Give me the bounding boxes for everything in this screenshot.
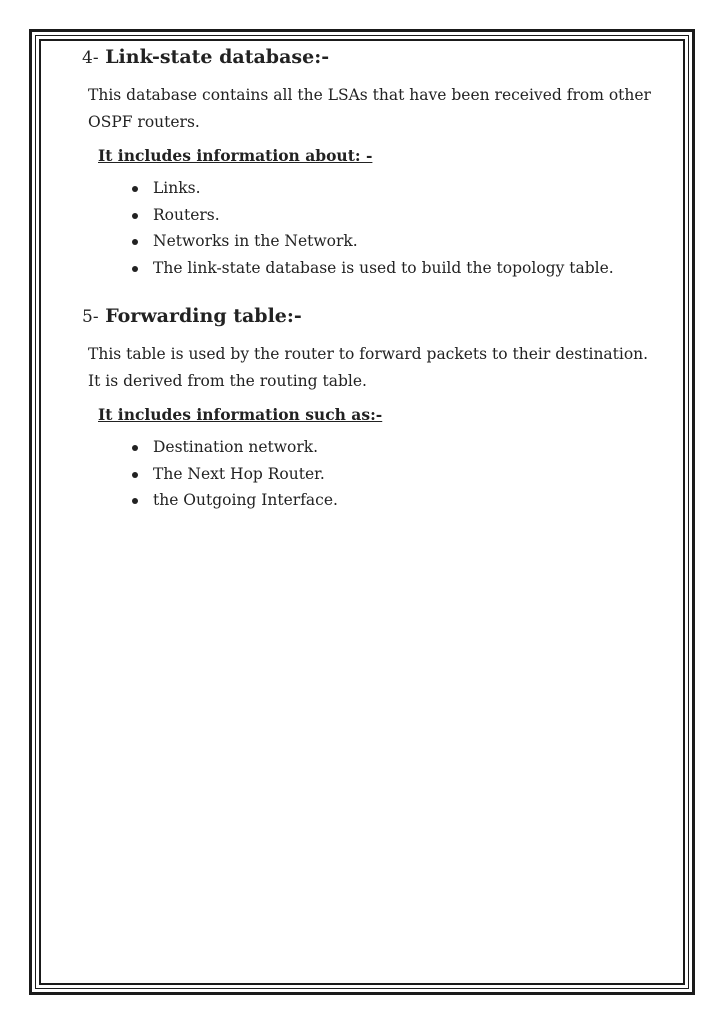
paragraph-line: This database contains all the LSAs that have been received from other <box>88 86 651 104</box>
bullet-list <box>82 434 672 514</box>
list-item: Destination network. <box>82 434 672 461</box>
list-item: the Outgoing Interface. <box>82 487 672 514</box>
section-subheading: It includes information about: - <box>98 146 373 165</box>
bullet-list <box>82 175 672 281</box>
list-item: The Next Hop Router. <box>82 461 672 488</box>
section-title: Forwarding table:- <box>105 305 302 327</box>
paragraph-line: This table is used by the router to forward packets to their destination. <box>88 345 649 363</box>
section-subheading: It includes information such as:- <box>98 405 383 424</box>
section-paragraph <box>82 341 672 395</box>
paragraph-line: OSPF routers. <box>88 113 200 131</box>
list-item: Links. <box>82 175 672 202</box>
document-content <box>82 42 672 514</box>
section-number: 5- <box>82 307 99 327</box>
section-title: Link-state database:- <box>105 46 330 68</box>
section-paragraph <box>82 82 672 136</box>
section-heading <box>82 42 672 73</box>
list-item: Routers. <box>82 202 672 229</box>
section-heading <box>82 301 672 332</box>
section-link-state-database <box>82 42 672 281</box>
paragraph-line: It is derived from the routing table. <box>88 372 367 390</box>
section-number: 4- <box>82 48 99 68</box>
list-item: Networks in the Network. <box>82 228 672 255</box>
list-item: The link-state database is used to build the topology table. <box>82 255 672 282</box>
section-forwarding-table <box>82 301 672 514</box>
